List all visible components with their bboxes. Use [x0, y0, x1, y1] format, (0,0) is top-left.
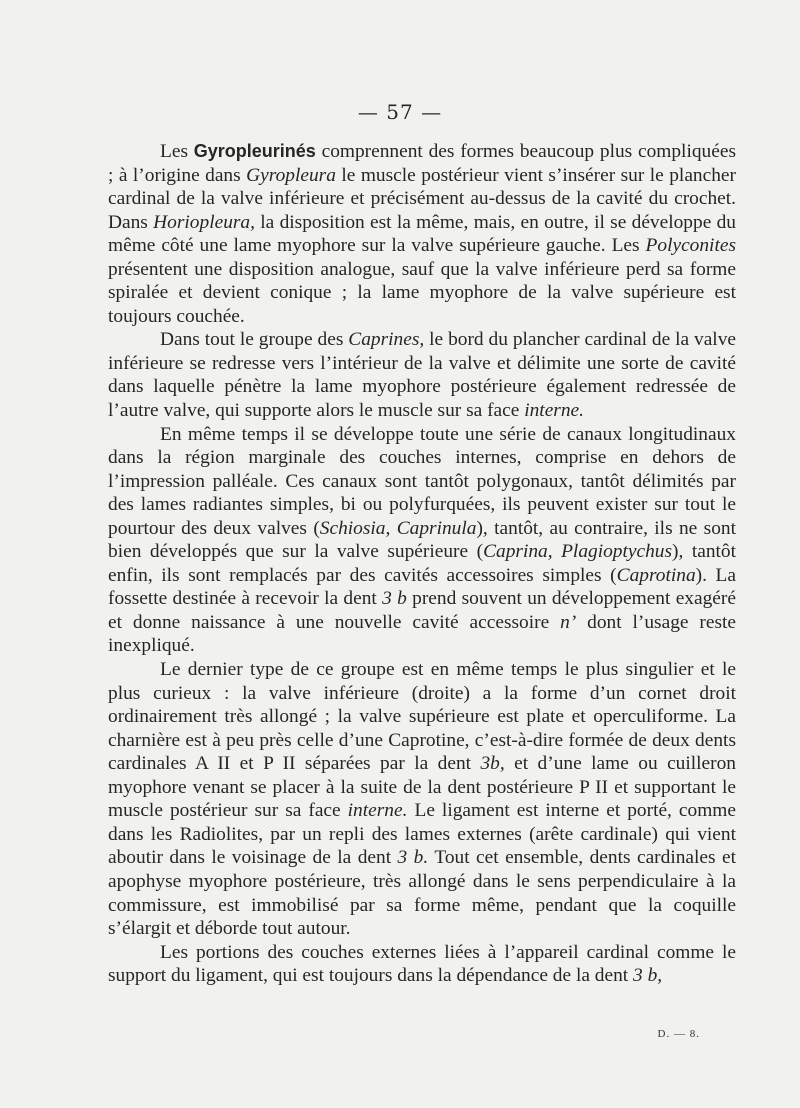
paragraph — [108, 328, 736, 422]
bold-term: Gyropleurinés — [193, 141, 316, 161]
text-run: En même temps il se développe toute une série de canaux longitudinaux dans la région marginale des couches internes, comprise en dehors de l’impression palléale. Ces canaux sont tantôt polygonaux, tantôt délimités par des lames radiantes simples, bi ou polyfurquées, ils peuvent exister sur tout le pourtour des deux valves ( — [108, 423, 736, 539]
text-run: prend souvent un développement exagéré et donne naissance à une nouvelle cavité accessoire — [108, 588, 736, 633]
italic-term: Caprotina — [616, 564, 696, 586]
italic-term: Polyconites — [645, 235, 736, 257]
paragraph — [108, 140, 736, 328]
italic-term: Gyropleura — [246, 164, 336, 186]
text-run: et d’une lame ou cuilleron myophore venant se placer à la suite de la dent postérieure P II et supportant le muscle postérieur sur sa face — [108, 753, 736, 822]
italic-term: 3 b. — [397, 847, 429, 869]
italic-term: interne. — [524, 400, 584, 422]
italic-term: Caprina, Plagioptychus — [483, 541, 673, 563]
signature-mark: D. — 8. — [657, 1028, 700, 1040]
text-run: ), tantôt, au contraire, ils ne sont bien développés que sur la valve supérieure ( — [108, 517, 736, 563]
italic-term: interne. — [347, 800, 408, 822]
text-run: ). La fossette destinée à recevoir la dent — [108, 564, 737, 610]
italic-term: Schiosia, Caprinula — [319, 517, 477, 539]
text-run: Dans tout le groupe des — [160, 329, 349, 351]
text-run: Les — [160, 141, 194, 162]
text-run: Le dernier type de ce groupe est en même temps le plus singulier et le plus curieux : la valve inférieure (droite) a la forme d’un cornet droit ordinairement très allongé ; la valve supérieure est plate et operculiforme. La charnière est à peu près celle d’une Caprotine, c’est-à-dire formée de deux dents cardinales A II et P II séparées par la dent — [108, 659, 736, 775]
paragraph — [108, 658, 736, 941]
text-run: le bord du plancher cardinal de la valve inférieure se redresse vers l’intérieur de la valve et délimite une sorte de cavité dans laquelle pénètre la lame myophore postérieure également redressée de l’autre valve, qui supporte alors le muscle sur sa face — [108, 329, 736, 422]
text-run: comprennent des formes beaucoup plus compliquées ; à l’origine dans — [108, 141, 736, 186]
text-run: le muscle postérieur vient s’insérer sur le plancher cardinal de la valve inférieure et précisément au-dessus de la cavité du crochet. Dans — [108, 164, 736, 233]
body-text — [108, 140, 736, 988]
italic-term: Horiopleura, — [153, 211, 255, 233]
text-run: Les portions des couches externes liées à l’appareil cardinal comme le support du ligament, qui est toujours dans la dépendance de la dent — [108, 941, 736, 987]
page-number: — 57 — — [357, 100, 443, 124]
paragraph — [108, 941, 736, 988]
italic-term: n’ — [560, 611, 577, 633]
text-run: la disposition est la même, mais, en outre, il se développe du même côté une lame myophore sur la valve supérieure gauche. Les — [108, 211, 737, 257]
text-run: Tout cet ensemble, dents cardinales et apophyse myophore postérieure, très allongé dans le sens perpendiculaire à la commissure, est immobilisé par sa forme même, pendant que la coquille s’élargit et déborde tout autour. — [108, 847, 736, 940]
italic-term: 3b, — [480, 753, 505, 775]
italic-term: 3 b, — [633, 965, 663, 987]
italic-term: Caprines, — [348, 329, 425, 351]
text-run: ), tantôt enfin, ils sont remplacés par des cavités accessoires simples ( — [108, 541, 737, 586]
text-run: Le ligament est interne et porté, comme dans les Radiolites, par un repli des lames externes (arête cardinale) qui vient aboutir dans le voisinage de la dent — [108, 800, 736, 869]
paragraph — [108, 423, 736, 658]
italic-term: 3 b — [382, 588, 407, 610]
text-run: dont l’usage reste inexpliqué. — [108, 611, 736, 657]
text-run: présentent une disposition analogue, sauf que la valve inférieure perd sa forme spiralée et devient conique ; la lame myophore de la valve supérieure est toujours couchée. — [108, 258, 736, 327]
